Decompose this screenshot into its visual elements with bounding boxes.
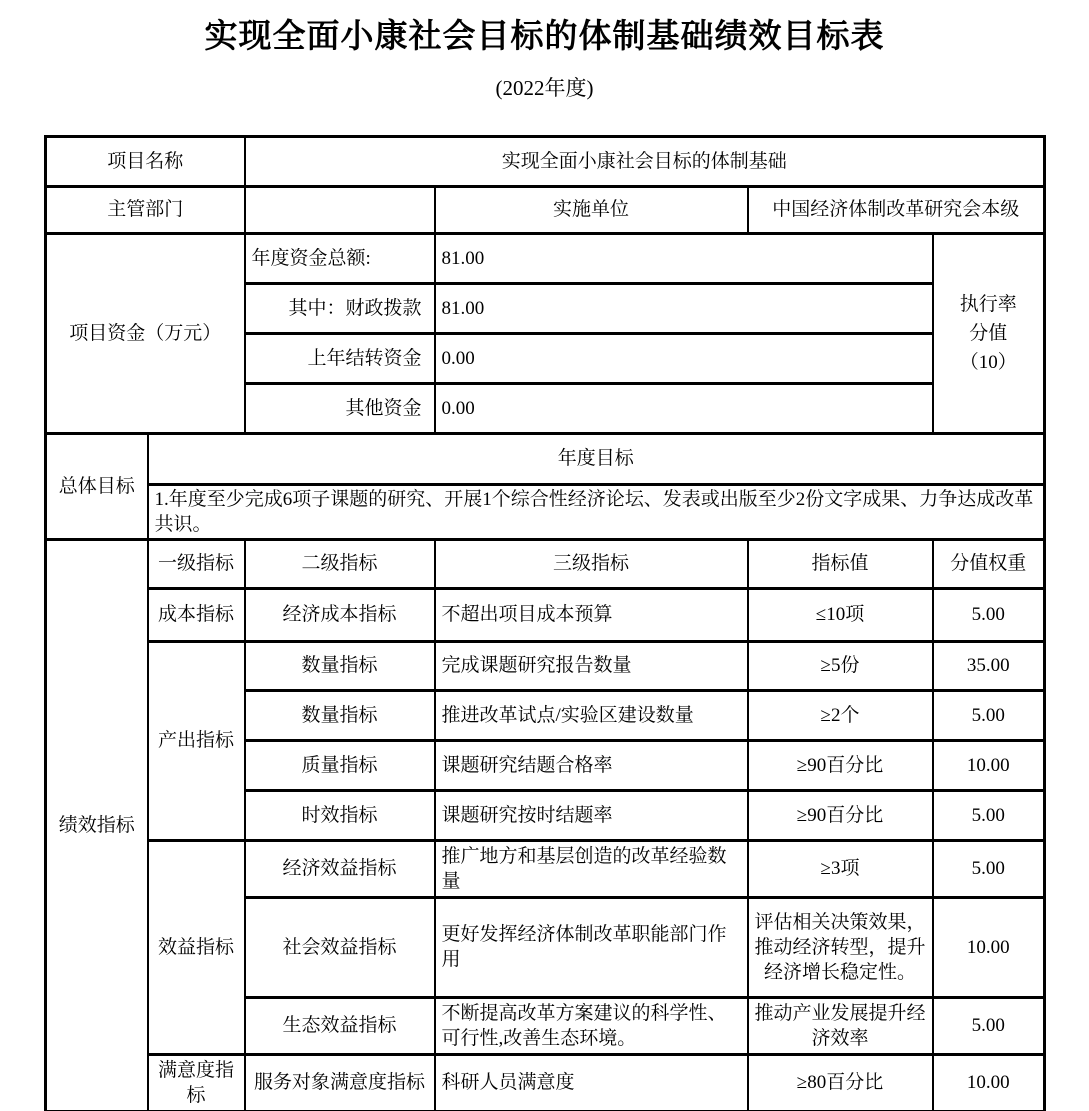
performance-target-table [44, 135, 1046, 1111]
funding-value: 0.00 [435, 333, 933, 383]
indicator-level3: 课题研究结题合格率 [435, 740, 748, 790]
header-level3: 三级指标 [435, 539, 748, 588]
indicator-weight: 5.00 [933, 690, 1045, 740]
table-row [46, 186, 1045, 233]
exec-rate-score-cell [933, 233, 1045, 433]
table-row [46, 433, 1045, 484]
indicator-level3: 推进改革试点/实验区建设数量 [435, 690, 748, 740]
indicator-level2: 服务对象满意度指标 [245, 1054, 435, 1111]
indicator-weight: 5.00 [933, 997, 1045, 1054]
funding-value: 81.00 [435, 283, 933, 333]
overall-goal-label: 总体目标 [46, 433, 148, 539]
impl-unit-label: 实施单位 [435, 186, 748, 233]
annual-goal-content: 1.年度至少完成6项子课题的研究、开展1个综合性经济论坛、发表或出版至少2份文字成果、力争达成改革共识。 [148, 484, 1045, 539]
funding-label: 项目资金（万元） [46, 233, 245, 433]
project-name-label: 项目名称 [46, 136, 245, 186]
indicator-level3: 推广地方和基层创造的改革经验数量 [435, 840, 748, 897]
indicator-weight: 5.00 [933, 840, 1045, 897]
dept-label: 主管部门 [46, 186, 245, 233]
indicator-weight: 10.00 [933, 897, 1045, 997]
indicator-level3: 课题研究按时结题率 [435, 790, 748, 840]
indicator-value: ≥5份 [748, 641, 933, 690]
indicator-weight: 35.00 [933, 641, 1045, 690]
indicator-level3: 科研人员满意度 [435, 1054, 748, 1111]
header-level1: 一级指标 [148, 539, 245, 588]
indicator-level3: 更好发挥经济体制改革职能部门作用 [435, 897, 748, 997]
indicator-weight: 5.00 [933, 790, 1045, 840]
funding-value: 81.00 [435, 233, 933, 283]
page-title: 实现全面小康社会目标的体制基础绩效目标表 [204, 17, 885, 54]
exec-rate-line: 分值 [969, 322, 1008, 344]
funding-name: 年度资金总额: [245, 233, 435, 283]
table-row [46, 588, 1045, 641]
indicator-level2: 质量指标 [245, 740, 435, 790]
indicator-value: ≥2个 [748, 690, 933, 740]
page-subtitle: (2022年度) [495, 75, 594, 100]
indicator-level2: 社会效益指标 [245, 897, 435, 997]
impl-unit-value: 中国经济体制改革研究会本级 [748, 186, 1045, 233]
table-row [46, 539, 1045, 588]
funding-name: 其中：财政拨款 [245, 283, 435, 333]
funding-value: 0.00 [435, 383, 933, 433]
indicator-value: ≥3项 [748, 840, 933, 897]
indicator-level1: 成本指标 [148, 588, 245, 641]
exec-rate-line: （10） [959, 351, 1017, 373]
performance-indicators-label: 绩效指标 [46, 539, 148, 1111]
indicator-level3: 不超出项目成本预算 [435, 588, 748, 641]
indicator-level1: 满意度指标 [148, 1054, 245, 1111]
indicator-level2: 数量指标 [245, 690, 435, 740]
funding-name: 其他资金 [245, 383, 435, 433]
indicator-weight: 10.00 [933, 740, 1045, 790]
project-name-value: 实现全面小康社会目标的体制基础 [245, 136, 1045, 186]
indicator-level1: 产出指标 [148, 641, 245, 840]
indicator-value: ≥90百分比 [748, 790, 933, 840]
funding-name: 上年结转资金 [245, 333, 435, 383]
table-row [46, 233, 1045, 283]
table-row [46, 136, 1045, 186]
dept-value [245, 186, 435, 233]
indicator-level3: 完成课题研究报告数量 [435, 641, 748, 690]
exec-rate-line: 执行率 [959, 293, 1017, 315]
table-row [46, 1054, 1045, 1111]
header-level2: 二级指标 [245, 539, 435, 588]
indicator-weight: 5.00 [933, 588, 1045, 641]
indicator-level1: 效益指标 [148, 840, 245, 1054]
indicator-level3: 不断提高改革方案建议的科学性、可行性,改善生态环境。 [435, 997, 748, 1054]
table-row [46, 484, 1045, 539]
table-row [46, 840, 1045, 897]
indicator-value: 推动产业发展提升经济效率 [748, 997, 933, 1054]
indicator-value: ≤10项 [748, 588, 933, 641]
indicator-level2: 时效指标 [245, 790, 435, 840]
indicator-weight: 10.00 [933, 1054, 1045, 1111]
indicator-value: 评估相关决策效果，推动经济转型，提升经济增长稳定性。 [748, 897, 933, 997]
indicator-level2: 生态效益指标 [245, 997, 435, 1054]
annual-goal-header: 年度目标 [148, 433, 1045, 484]
header-value: 指标值 [748, 539, 933, 588]
indicator-level2: 经济成本指标 [245, 588, 435, 641]
indicator-value: ≥80百分比 [748, 1054, 933, 1111]
indicator-level2: 数量指标 [245, 641, 435, 690]
indicator-level2: 经济效益指标 [245, 840, 435, 897]
table-row [46, 641, 1045, 690]
header-weight: 分值权重 [933, 539, 1045, 588]
indicator-value: ≥90百分比 [748, 740, 933, 790]
